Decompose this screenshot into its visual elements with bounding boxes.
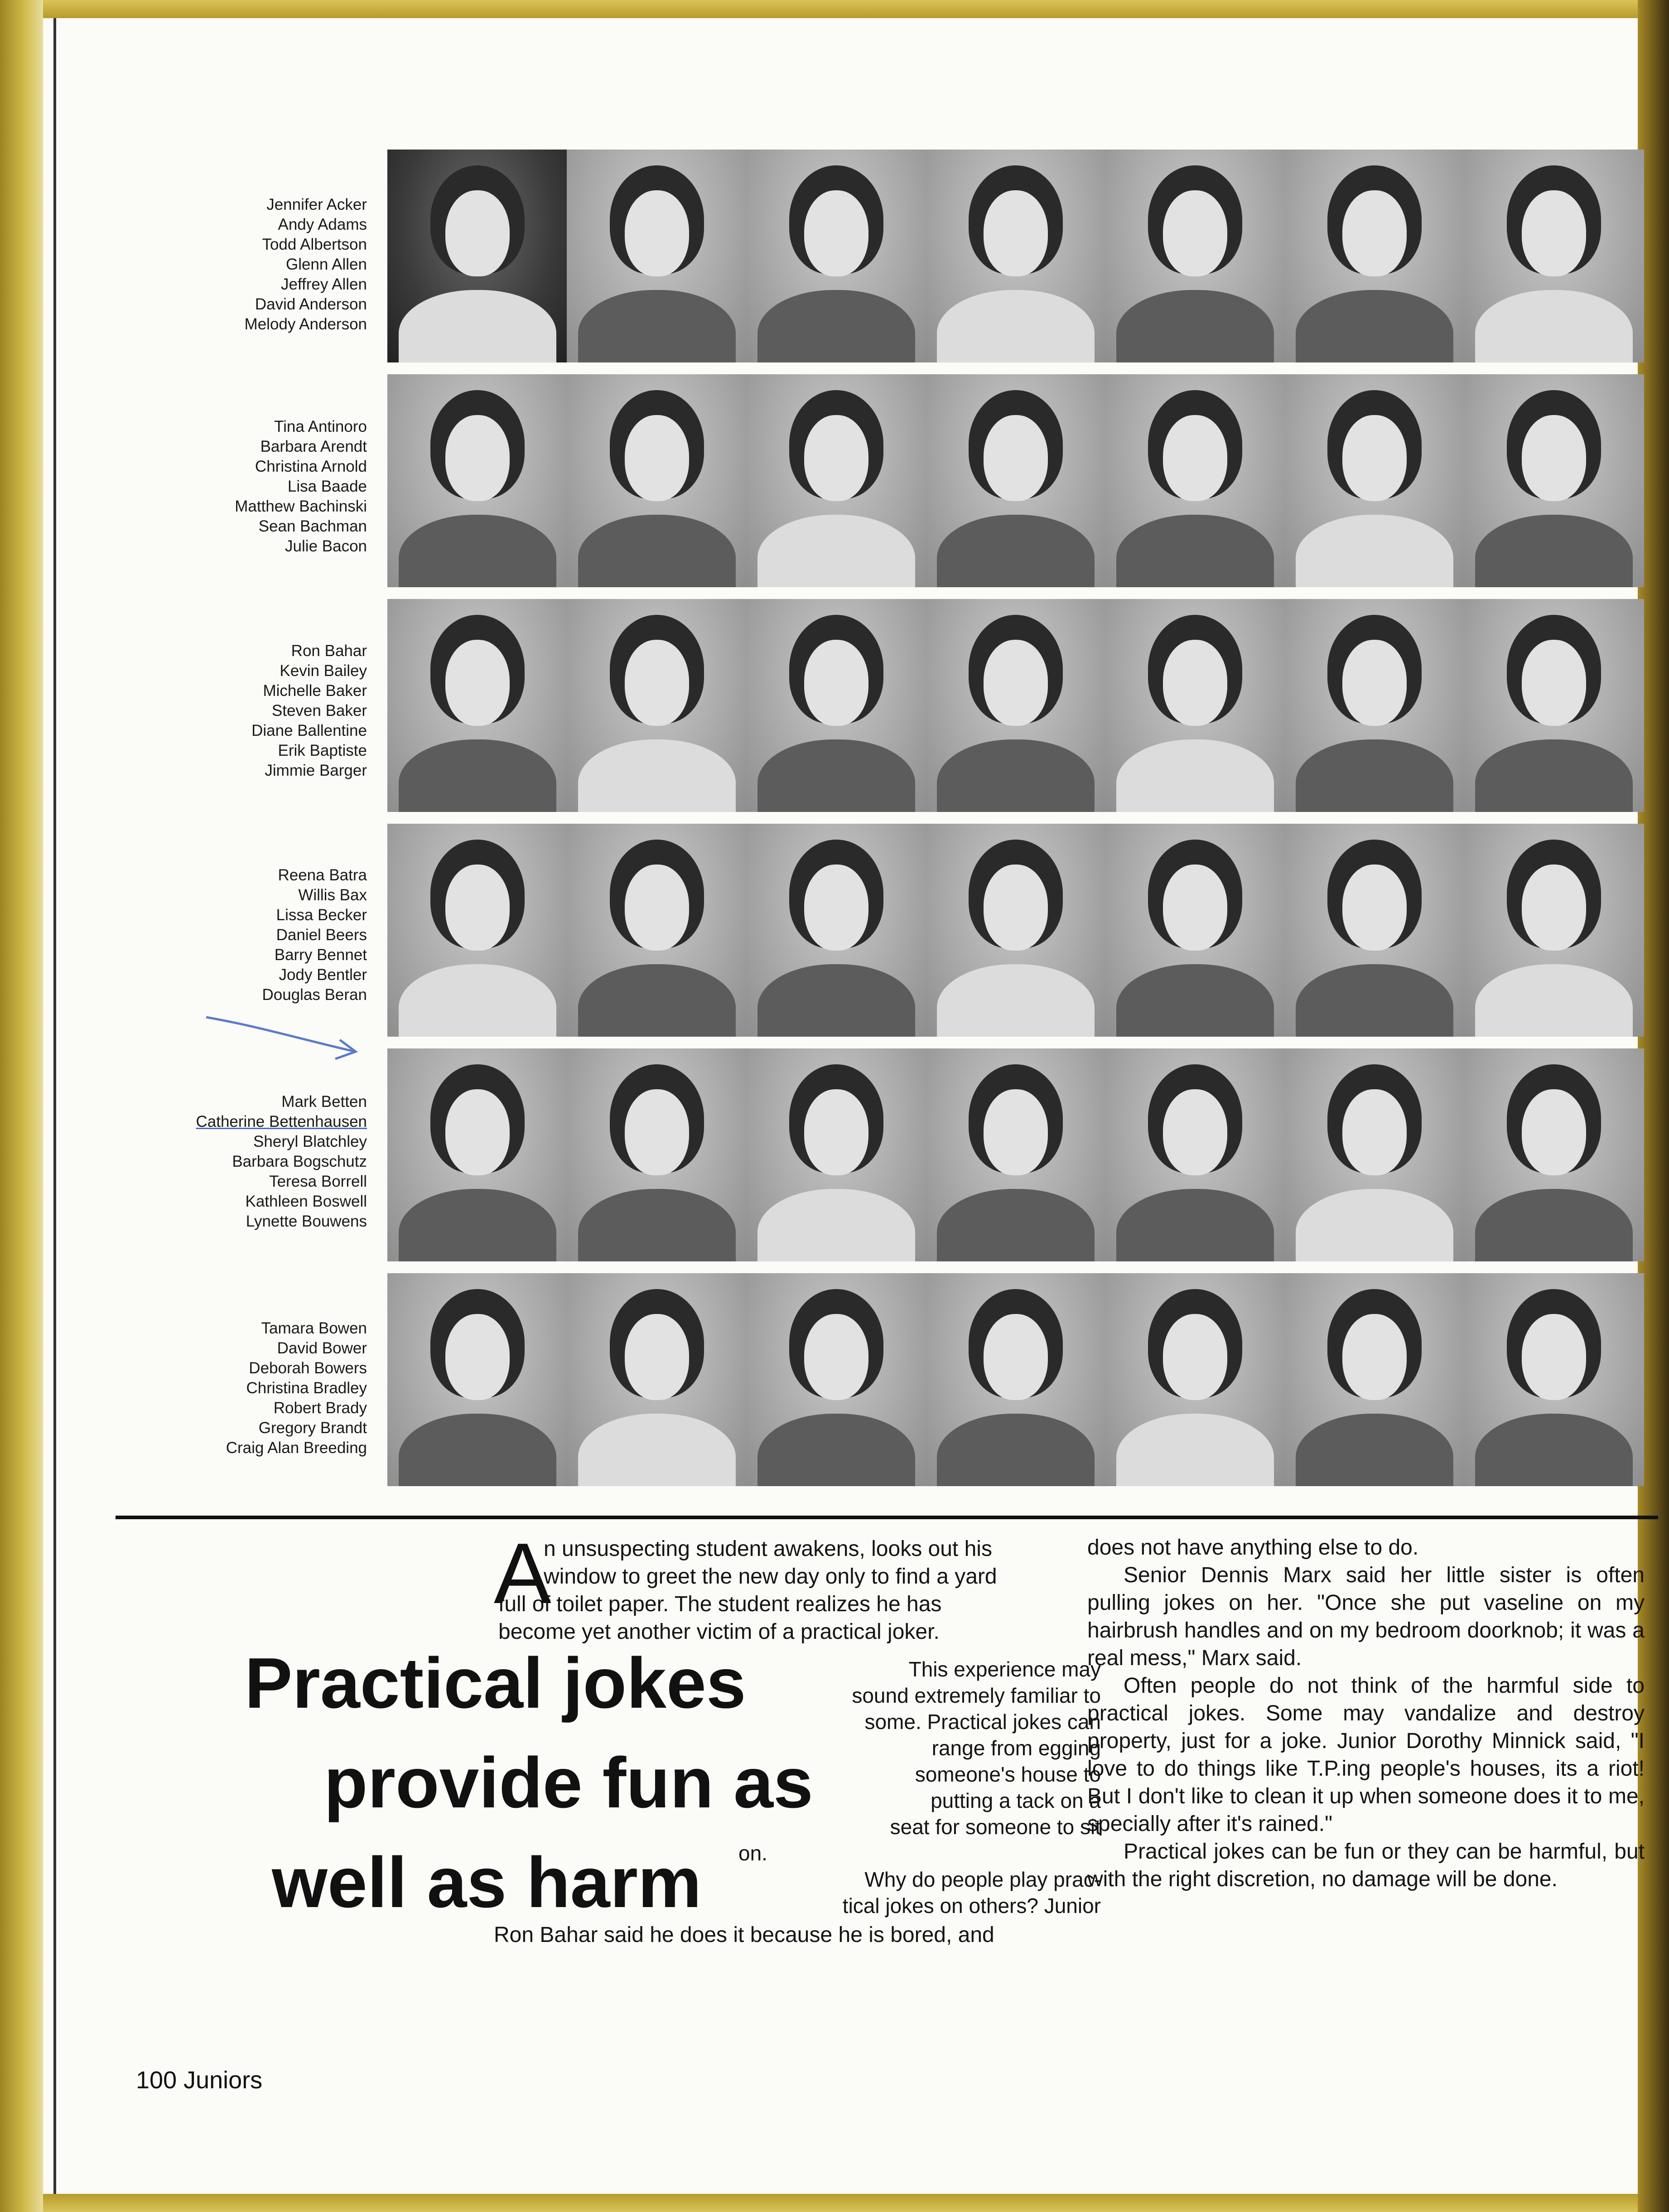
student-name: Barbara Bogschutz [232, 1153, 367, 1170]
student-portrait [387, 1048, 568, 1261]
article-line: Ron Bahar said he does it because he is bored, and [494, 1923, 994, 1947]
article-line: some. Practical jokes can [864, 1710, 1101, 1734]
portrait-shoulders [1475, 290, 1633, 362]
pen-arrow-annotation [204, 1008, 367, 1067]
portrait-face [1342, 1089, 1407, 1175]
student-name: Lissa Becker [276, 906, 367, 924]
portrait-shoulders [757, 964, 915, 1037]
portrait-shoulders [399, 1414, 556, 1486]
article-line: range from egging [931, 1736, 1101, 1760]
portrait-face [445, 640, 510, 726]
portrait-shoulders [937, 290, 1095, 362]
portrait-face [804, 1314, 868, 1400]
page-folio: 100 Juniors [136, 2067, 263, 2094]
portrait-face [984, 640, 1048, 726]
portrait-face [1342, 190, 1407, 276]
portrait-shoulders [399, 739, 556, 812]
portrait-face [625, 190, 689, 276]
portrait-face [804, 190, 868, 276]
drop-cap: A [494, 1526, 551, 1622]
portrait-shoulders [578, 964, 736, 1037]
student-portrait [1464, 599, 1644, 812]
student-portrait [1105, 374, 1285, 587]
student-name: Gregory Brandt [258, 1419, 367, 1437]
student-portrait [567, 374, 747, 587]
article-line: tical jokes on others? Junior [842, 1894, 1101, 1917]
student-name: Lynette Bouwens [246, 1212, 367, 1230]
binding-left [0, 0, 43, 2212]
student-name: Robert Brady [273, 1399, 367, 1417]
student-name: Jeffrey Allen [280, 275, 367, 293]
student-name: Matthew Bachinski [235, 497, 367, 515]
portrait-face [984, 415, 1048, 501]
portrait-shoulders [1116, 1414, 1274, 1486]
gutter-line [53, 18, 56, 2194]
portrait-face [984, 865, 1048, 951]
student-portrait [746, 1273, 926, 1486]
student-name: Todd Albertson [262, 236, 367, 253]
portrait-shoulders [1296, 290, 1453, 362]
portrait-face [1522, 1089, 1586, 1175]
names-row-3 [136, 641, 367, 781]
student-name: Willis Bax [298, 886, 367, 904]
portrait-shoulders [578, 290, 736, 362]
student-name: Sean Bachman [258, 517, 367, 535]
student-name: David Anderson [255, 295, 367, 313]
student-portrait [1464, 1273, 1644, 1486]
student-portrait [567, 599, 747, 812]
student-portrait [746, 824, 926, 1037]
student-name: Kevin Bailey [280, 662, 367, 680]
portrait-face [625, 415, 689, 501]
student-portrait [1105, 824, 1285, 1037]
article-line: seat for someone to sit [890, 1815, 1101, 1839]
portrait-face [445, 415, 510, 501]
article-column-1-side [738, 1656, 1101, 1919]
portrait-shoulders [757, 1414, 915, 1486]
student-name: Tamara Bowen [261, 1319, 367, 1337]
portrait-face [804, 865, 868, 951]
names-row-2 [136, 417, 367, 556]
student-portrait [1284, 599, 1465, 812]
portrait-shoulders [1475, 1189, 1633, 1261]
portrait-face [1522, 865, 1586, 951]
student-portrait [1464, 1048, 1644, 1261]
portrait-face [1163, 190, 1227, 276]
student-name: Kathleen Boswell [245, 1193, 367, 1210]
names-row-6 [136, 1319, 367, 1458]
portrait-face [445, 1314, 510, 1400]
portrait-face [1342, 865, 1407, 951]
portrait-face [984, 1314, 1048, 1400]
portrait-face [1342, 415, 1407, 501]
names-row-5 [136, 1092, 367, 1232]
article-line: sound extremely familiar to [852, 1684, 1101, 1707]
portrait-shoulders [399, 290, 556, 362]
portrait-face [445, 190, 510, 276]
portrait-face [625, 1314, 689, 1400]
student-name: Julie Bacon [285, 537, 367, 555]
portrait-face [445, 865, 510, 951]
article-line: n unsuspecting student awakens, looks out his [544, 1537, 992, 1561]
portrait-shoulders [757, 515, 915, 587]
student-portrait [746, 150, 926, 362]
binding-bottom [0, 2194, 1669, 2212]
student-name: Melody Anderson [244, 315, 367, 333]
student-name: Sheryl Blatchley [253, 1133, 367, 1150]
student-name: Teresa Borrell [269, 1173, 367, 1190]
article-line: on. [738, 1841, 767, 1865]
portrait-shoulders [1116, 515, 1274, 587]
student-name: Barbara Arendt [260, 438, 367, 455]
portrait-face [1522, 640, 1586, 726]
student-portrait [1284, 150, 1465, 362]
student-name: Andy Adams [278, 216, 367, 233]
portrait-face [804, 1089, 868, 1175]
portrait-face [1342, 640, 1407, 726]
article-paragraph: Practical jokes can be fun or they can be harmful, but with the right discretion, no damage will be done. [1087, 1840, 1645, 1891]
portrait-shoulders [1116, 964, 1274, 1037]
student-name: Ron Bahar [291, 642, 367, 660]
portrait-face [1163, 865, 1227, 951]
student-name: Barry Bennet [274, 946, 367, 964]
portrait-face [1522, 190, 1586, 276]
names-row-4 [136, 865, 367, 1005]
student-portrait [387, 150, 568, 362]
article-line: Why do people play prac- [864, 1868, 1101, 1891]
student-portrait [746, 599, 926, 812]
student-name: Michelle Baker [263, 682, 367, 700]
portrait-shoulders [937, 739, 1095, 812]
student-name: Catherine Bettenhausen [196, 1113, 367, 1130]
portrait-face [984, 1089, 1048, 1175]
portrait-face [1522, 415, 1586, 501]
portrait-face [804, 415, 868, 501]
article-paragraph: Senior Dennis Marx said her little sister is often pulling jokes on her. "Once she put vaseline on my hairbrush handles and on my bedroom doorknob; it was a real mess," Marx said. [1087, 1563, 1645, 1670]
portrait-face [1163, 640, 1227, 726]
portrait-shoulders [578, 739, 736, 812]
student-name: Jody Bentler [279, 966, 367, 984]
article-paragraph: does not have anything else to do. [1087, 1536, 1419, 1560]
student-portrait [387, 1273, 568, 1486]
student-portrait [567, 1273, 747, 1486]
student-name: Reena Batra [278, 866, 367, 884]
portrait-shoulders [1475, 964, 1633, 1037]
article-column-1-top [498, 1535, 1087, 1646]
portrait-shoulders [937, 1189, 1095, 1261]
student-name: Jennifer Acker [266, 196, 367, 213]
portrait-shoulders [578, 1414, 736, 1486]
student-portrait [1284, 1273, 1465, 1486]
student-portrait [1105, 150, 1285, 362]
names-row-1 [136, 195, 367, 334]
student-name: Diane Ballentine [251, 722, 367, 739]
article-column-2 [1087, 1534, 1645, 1893]
student-name: Tina Antinoro [274, 418, 367, 435]
portrait-shoulders [757, 1189, 915, 1261]
article-line: full of toilet paper. The student realizes he has [498, 1592, 942, 1616]
portrait-shoulders [578, 1189, 736, 1261]
portrait-face [1522, 1314, 1586, 1400]
portrait-face [804, 640, 868, 726]
portrait-shoulders [1116, 739, 1274, 812]
student-name: Daniel Beers [276, 926, 367, 944]
headline-line-3: well as harm [272, 1843, 702, 1922]
student-portrait [746, 374, 926, 587]
portrait-face [1342, 1314, 1407, 1400]
student-portrait [1105, 599, 1285, 812]
article-line: become yet another victim of a practical joker. [498, 1620, 940, 1644]
portrait-shoulders [1296, 964, 1453, 1037]
portrait-shoulders [399, 964, 556, 1037]
student-name: Erik Baptiste [278, 742, 367, 759]
student-portrait [926, 1048, 1106, 1261]
portrait-face [625, 1089, 689, 1175]
article-line: putting a tack on a [931, 1789, 1101, 1812]
portrait-face [1163, 1089, 1227, 1175]
student-portrait [387, 824, 568, 1037]
portrait-shoulders [757, 739, 915, 812]
student-name: Christina Arnold [255, 458, 367, 475]
portrait-shoulders [399, 515, 556, 587]
portrait-shoulders [578, 515, 736, 587]
student-name: Jimmie Barger [265, 762, 367, 779]
student-portrait [1284, 824, 1465, 1037]
student-portrait [926, 150, 1106, 362]
student-name: Craig Alan Breeding [226, 1439, 367, 1457]
student-name: Glenn Allen [285, 256, 367, 273]
portrait-shoulders [937, 515, 1095, 587]
student-portrait [1464, 824, 1644, 1037]
portrait-shoulders [1116, 1189, 1274, 1261]
student-name: Steven Baker [271, 702, 367, 720]
portrait-shoulders [1296, 515, 1453, 587]
student-name: Douglas Beran [262, 986, 367, 1004]
headline-line-2: provide fun as [324, 1743, 813, 1823]
student-portrait [1464, 150, 1644, 362]
student-portrait [926, 1273, 1106, 1486]
portrait-shoulders [937, 964, 1095, 1037]
portrait-face [445, 1089, 510, 1175]
student-portrait [387, 599, 568, 812]
section-rule [116, 1516, 1658, 1519]
article-line: window to greet the new day only to find a yard [544, 1565, 997, 1589]
portrait-shoulders [1296, 1414, 1453, 1486]
portrait-shoulders [757, 290, 915, 362]
student-portrait [1105, 1273, 1285, 1486]
student-portrait [567, 1048, 747, 1261]
portrait-shoulders [399, 1189, 556, 1261]
student-portrait [926, 599, 1106, 812]
student-portrait [567, 824, 747, 1037]
student-portrait [746, 1048, 926, 1261]
student-portrait [926, 824, 1106, 1037]
article-line: someone's house to [915, 1763, 1101, 1786]
portrait-shoulders [1116, 290, 1274, 362]
student-portrait [926, 374, 1106, 587]
student-portrait [567, 150, 747, 362]
portrait-face [625, 865, 689, 951]
portrait-shoulders [1296, 1189, 1453, 1261]
portrait-shoulders [1296, 739, 1453, 812]
student-name: Christina Bradley [246, 1379, 367, 1397]
portrait-shoulders [1475, 1414, 1633, 1486]
portrait-face [1163, 415, 1227, 501]
student-name: Deborah Bowers [249, 1359, 367, 1377]
article-line: This experience may [908, 1657, 1101, 1681]
student-portrait [387, 374, 568, 587]
student-name: Mark Betten [281, 1093, 367, 1111]
student-portrait [1284, 374, 1465, 587]
article-paragraph: Often people do not think of the harmful side to practical jokes. Some may vandalize and destroy property, just for a joke. Junior Dorothy Minnick said, "I love to do things like T.P.ing people's houses, its a riot! But I don't like to clean it up when someone does it to me, specially after it's rained." [1087, 1674, 1645, 1836]
portrait-shoulders [1475, 739, 1633, 812]
binding-top [0, 0, 1669, 18]
portrait-shoulders [937, 1414, 1095, 1486]
portrait-face [984, 190, 1048, 276]
student-portrait [1464, 374, 1644, 587]
portrait-shoulders [1475, 515, 1633, 587]
portrait-face [1163, 1314, 1227, 1400]
headline-line-1: Practical jokes [245, 1643, 746, 1723]
student-name: David Bower [277, 1339, 367, 1357]
student-portrait [1105, 1048, 1285, 1261]
student-name: Lisa Baade [287, 478, 367, 495]
portrait-face [625, 640, 689, 726]
student-portrait [1284, 1048, 1465, 1261]
